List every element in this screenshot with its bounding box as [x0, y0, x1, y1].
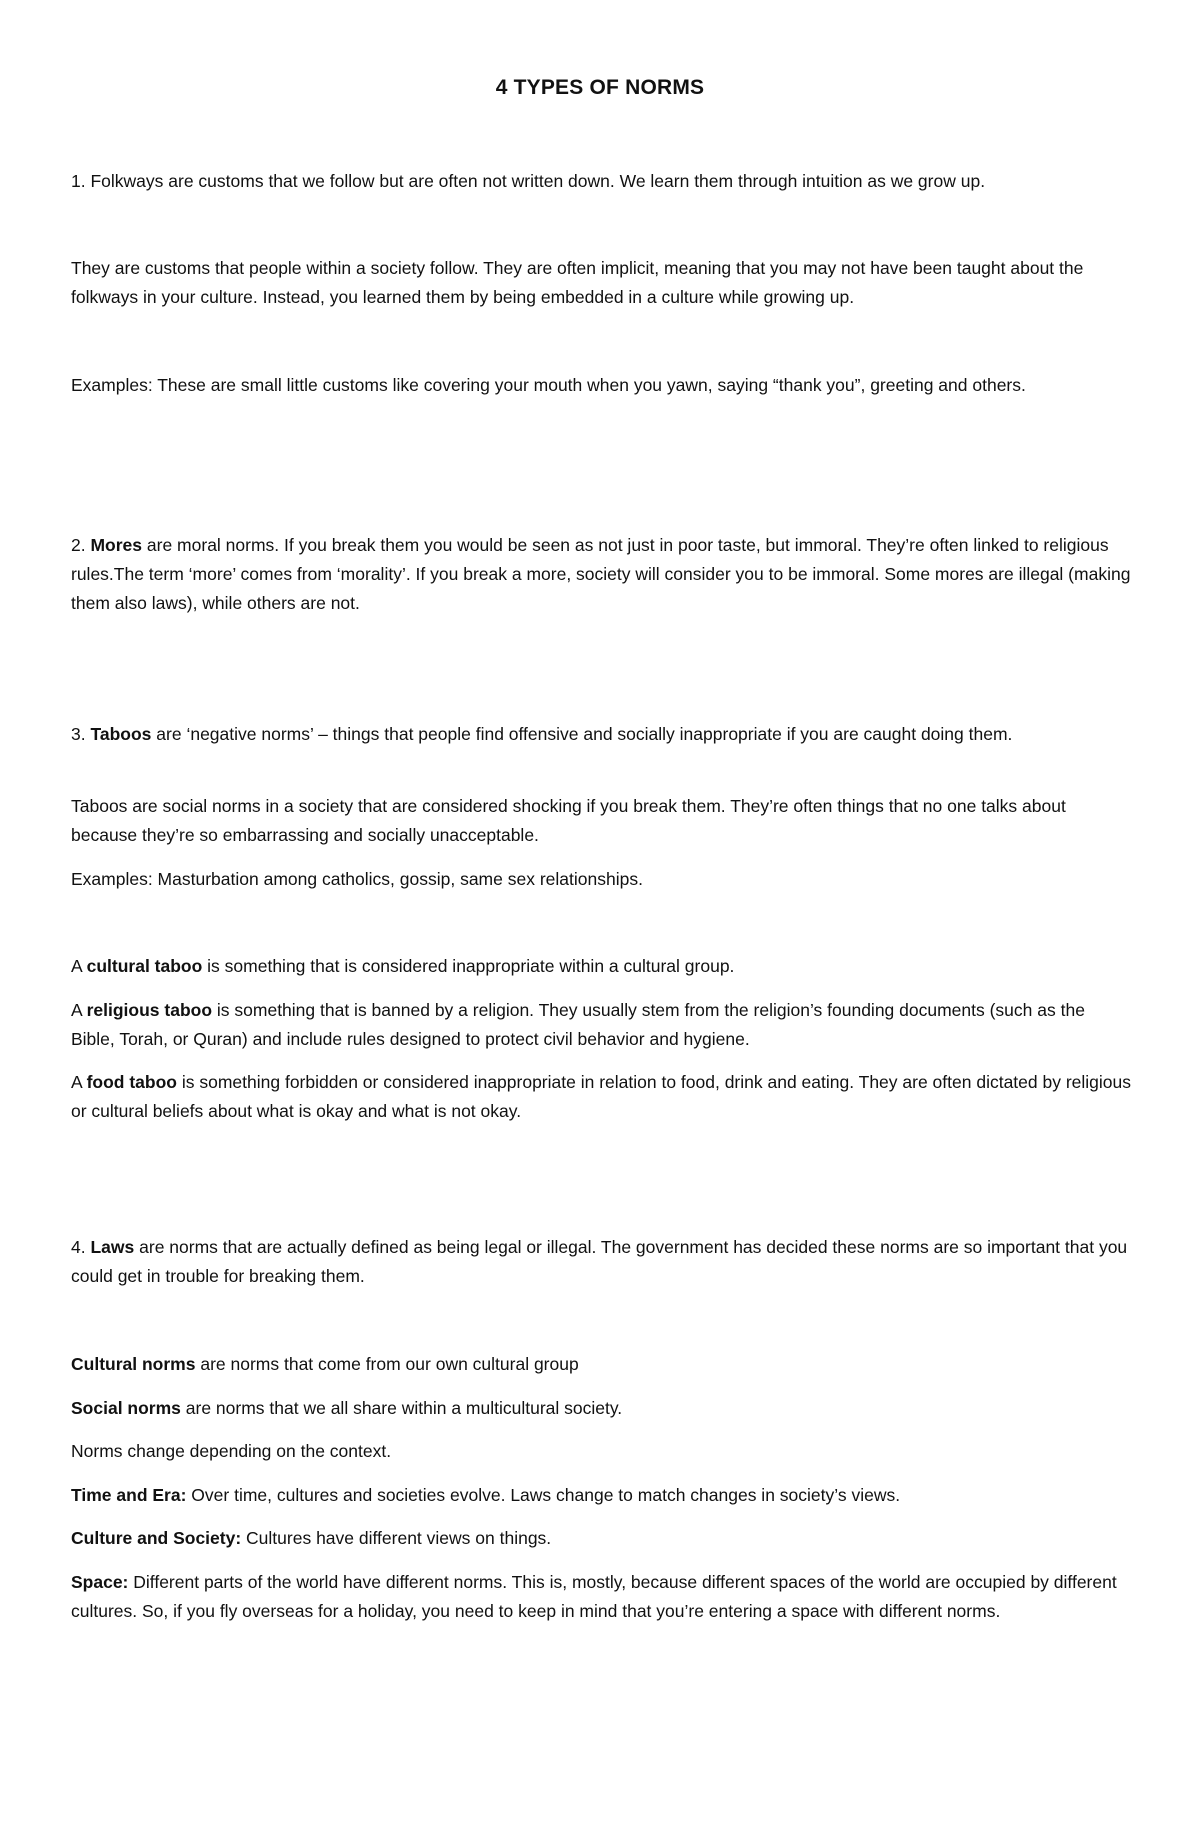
cultural-taboo-text: is something that is considered inappropriate within a cultural group. [207, 956, 735, 976]
mores-term: Mores [90, 535, 143, 555]
social-norms [71, 1394, 1131, 1423]
taboos-intro-text: are ‘negative norms’ – things that people find offensive and socially inappropriate if you are caught doing them. [156, 724, 1013, 744]
laws-paragraph [71, 1233, 1131, 1291]
social-norms-text: are norms that we all share within a multicultural society. [185, 1398, 623, 1418]
norms-context: Norms change depending on the context. [71, 1441, 392, 1461]
folkways-intro-text: Folkways are customs that we follow but are often not written down. We learn them through intuition as we grow up. [90, 171, 986, 191]
folkways-detail: They are customs that people within a society follow. They are often implicit, meaning that you may not have been taught about the folkways in your culture. Instead, you learned them by being embedded in a culture while growing up. [71, 258, 1084, 307]
religious-taboo [71, 996, 1131, 1054]
laws-text: are norms that are actually defined as being legal or illegal. The government has decided these norms are so important that you could get in trouble for breaking them. [71, 1237, 1128, 1286]
time-and-era-term: Time and Era: [71, 1485, 187, 1505]
food-taboo-lead: A [71, 1072, 82, 1092]
food-taboo-text: is something forbidden or considered inappropriate in relation to food, drink and eating. They are often dictated by religious or cultural beliefs about what is okay and what is not okay. [71, 1072, 1132, 1121]
space-paragraph [71, 1568, 1131, 1626]
mores-number: 2. [71, 535, 86, 555]
taboos-number: 3. [71, 724, 86, 744]
laws-number: 4. [71, 1237, 86, 1257]
culture-and-society [71, 1524, 1131, 1553]
religious-taboo-text: is something that is banned by a religion. They usually stem from the religion’s founding documents (such as the Bible, Torah, or Quran) and include rules designed to protect civil behavior and hygiene. [71, 1000, 1085, 1049]
taboos-examples: Examples: Masturbation among catholics, gossip, same sex relationships. [71, 869, 643, 889]
cultural-norms [71, 1350, 1131, 1379]
mores-paragraph [71, 531, 1131, 618]
taboos-detail: Taboos are social norms in a society that are considered shocking if you break them. They’re often things that no one talks about because they’re so embarrassing and socially unacceptable. [71, 796, 1066, 845]
folkways-number: 1. [71, 171, 86, 191]
cultural-norms-term: Cultural norms [71, 1354, 196, 1374]
religious-taboo-term: religious taboo [86, 1000, 213, 1020]
time-and-era [71, 1481, 1131, 1510]
culture-and-society-text: Cultures have different views on things. [246, 1528, 552, 1548]
food-taboo [71, 1068, 1131, 1126]
page-title: 4 TYPES OF NORMS [495, 76, 705, 99]
cultural-norms-text: are norms that come from our own cultural group [200, 1354, 579, 1374]
taboos-intro [71, 720, 1131, 749]
cultural-taboo-term: cultural taboo [86, 956, 203, 976]
cultural-taboo [71, 952, 1131, 981]
space-text: Different parts of the world have different norms. This is, mostly, because different spaces of the world are occupied by different cultures. So, if you fly overseas for a holiday, you need to keep in mind that you’re entering a space with different norms. [71, 1572, 1117, 1621]
folkways-intro [71, 167, 1131, 196]
religious-taboo-lead: A [71, 1000, 82, 1020]
food-taboo-term: food taboo [86, 1072, 177, 1092]
folkways-examples: Examples: These are small little customs like covering your mouth when you yawn, saying “thank you”, greeting and others. [71, 375, 1026, 395]
laws-term: Laws [90, 1237, 135, 1257]
mores-text: are moral norms. If you break them you would be seen as not just in poor taste, but immoral. They’re often linked to religious rules.The term ‘more’ comes from ‘morality’. If you break a more, society will consider you to be immoral. Some mores are illegal (making them also laws), while others are not. [71, 535, 1131, 613]
space-term: Space: [71, 1572, 129, 1592]
taboos-term: Taboos [90, 724, 152, 744]
social-norms-term: Social norms [71, 1398, 181, 1418]
cultural-taboo-lead: A [71, 956, 82, 976]
time-and-era-text: Over time, cultures and societies evolve. Laws change to match changes in society’s views. [191, 1485, 901, 1505]
culture-and-society-term: Culture and Society: [71, 1528, 242, 1548]
